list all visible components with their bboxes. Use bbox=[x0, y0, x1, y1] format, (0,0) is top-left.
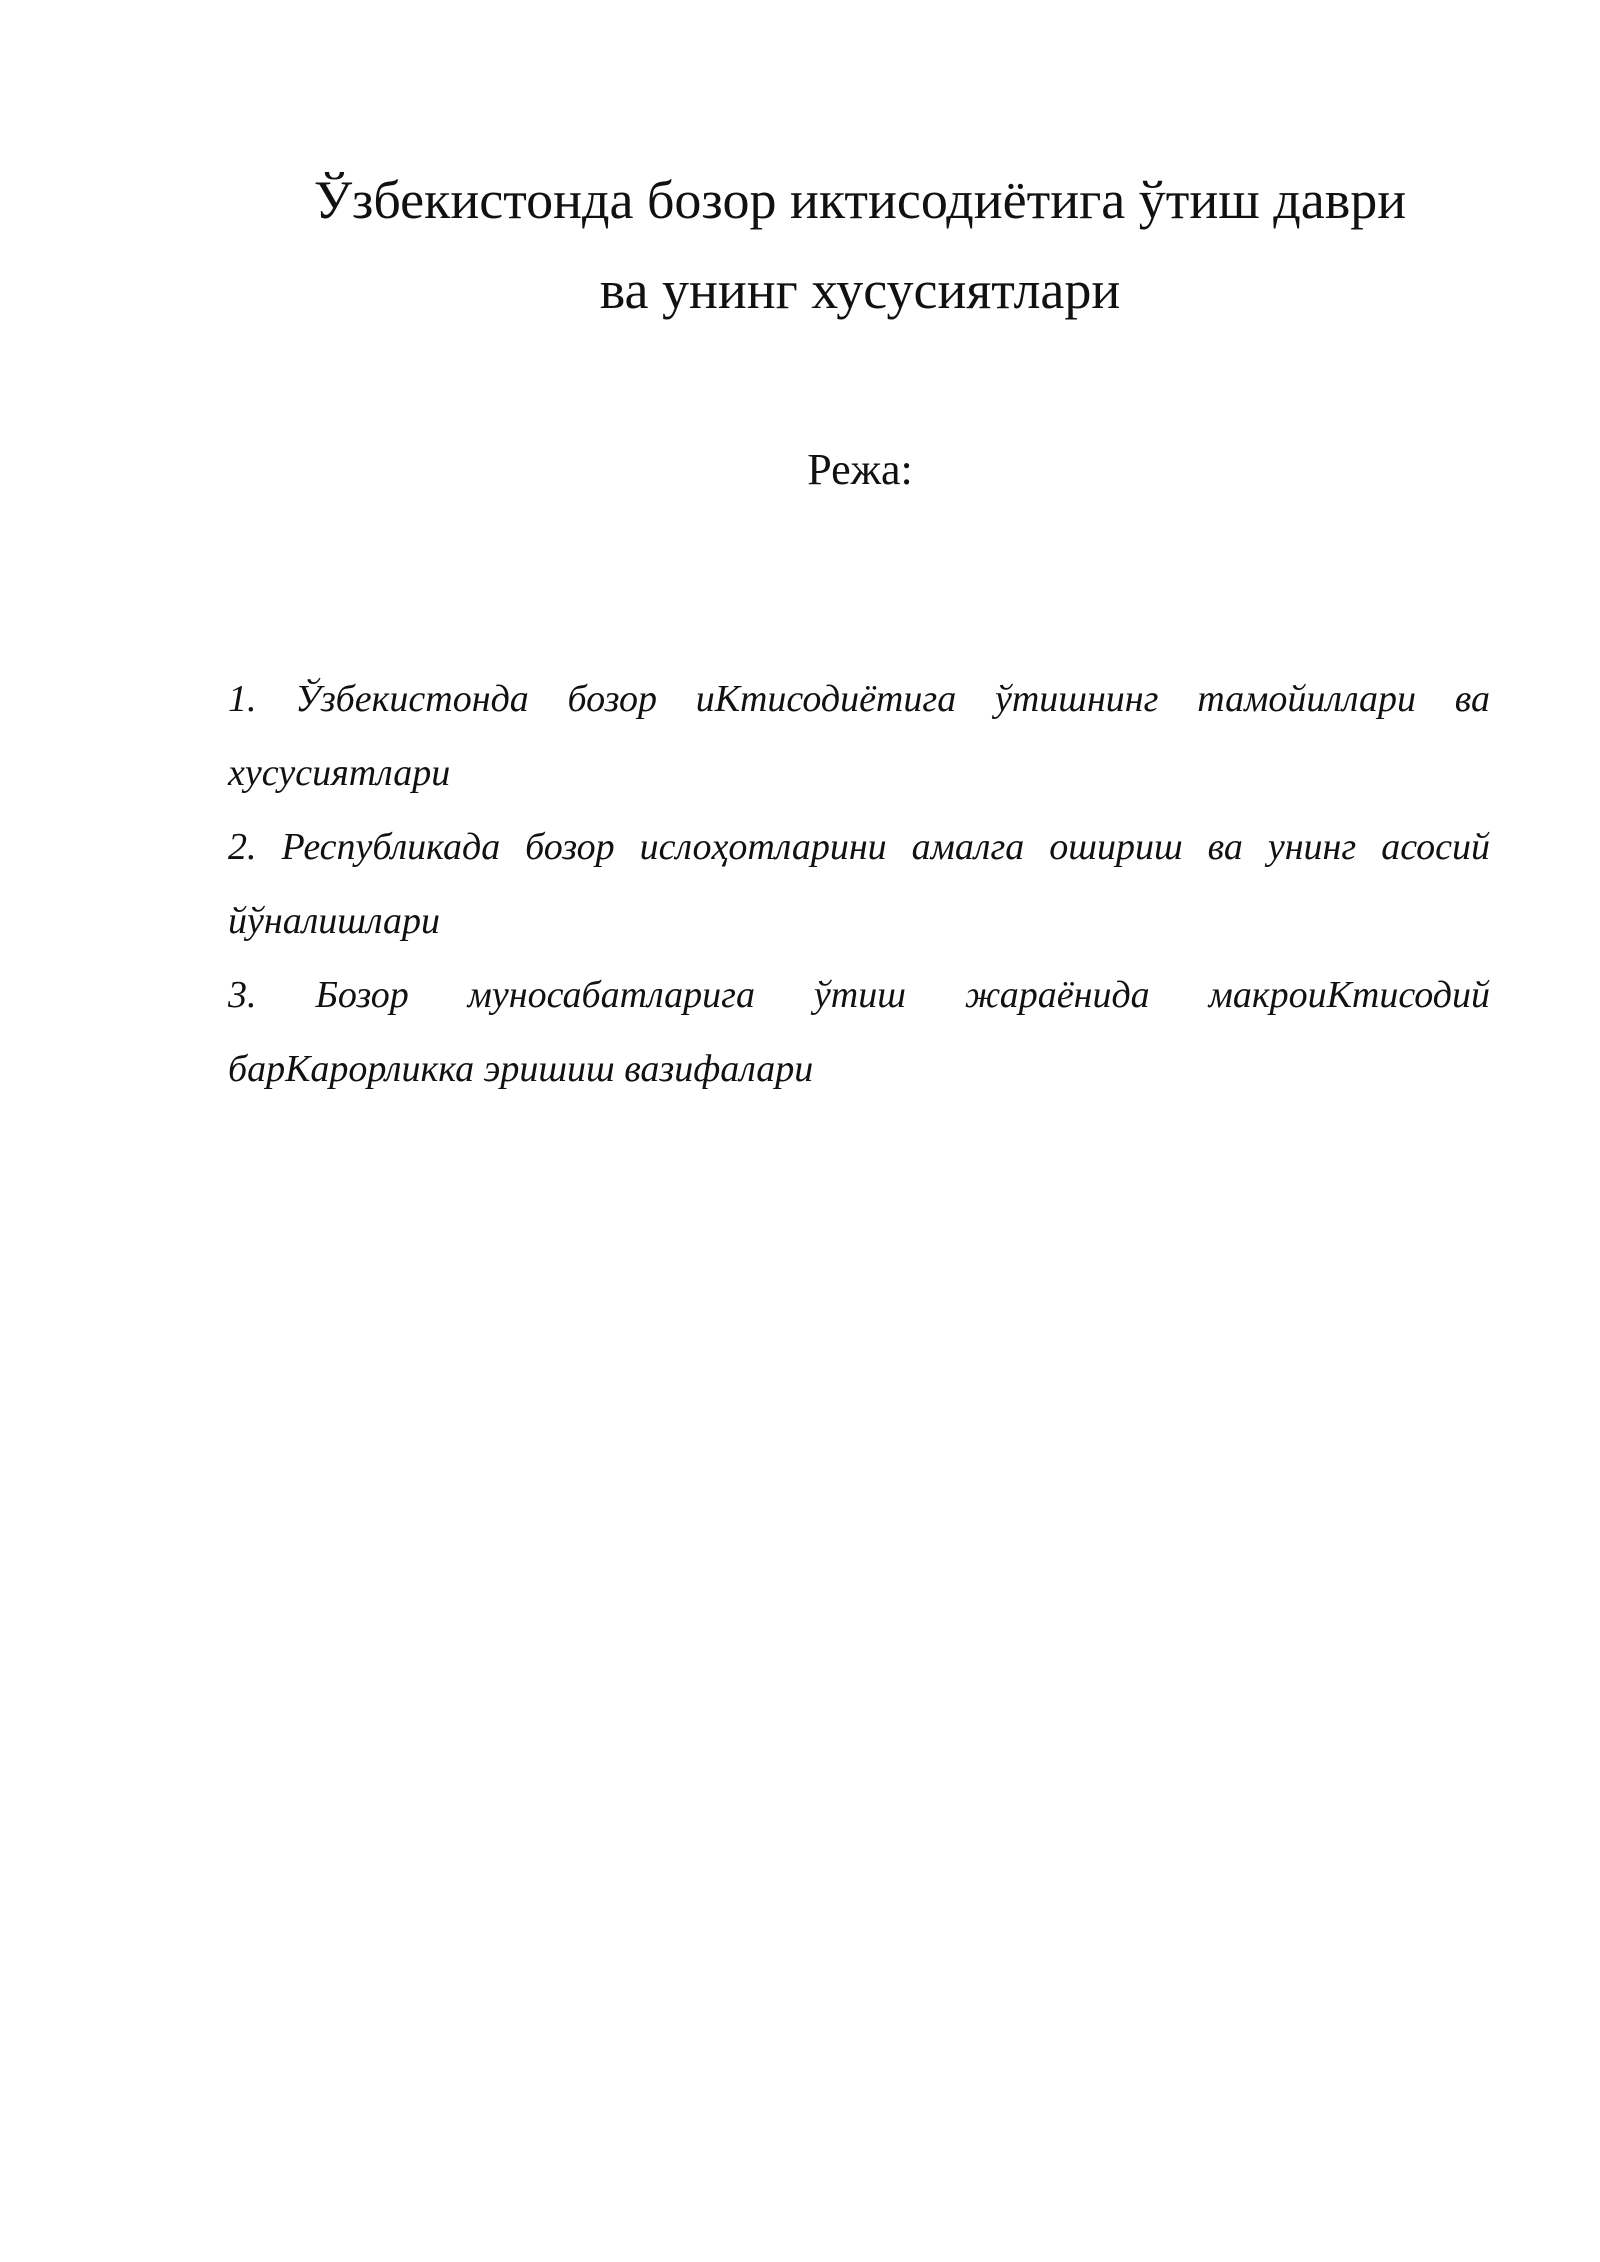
title-line-1: Ўзбекистонда бозор иктисодиётига ўтиш даври bbox=[313, 170, 1407, 230]
plan-item-1: 1. Ўзбекистонда бозор иКтисодиётига ўтишнинг тамойиллари ва хусусиятлари bbox=[228, 678, 1490, 794]
plan-list bbox=[228, 662, 1490, 1106]
title-line-2: ва унинг хусусиятлари bbox=[599, 260, 1121, 320]
plan-item-2: 2. Республикада бозор ислоҳотларини амалга ошириш ва унинг асосий йўналишлари bbox=[228, 826, 1490, 942]
document-title bbox=[160, 155, 1560, 335]
plan-item-3: 3. Бозор муносабатларига ўтиш жараёнида макроиКтисодий барКарорликка эришиш вазифалари bbox=[228, 974, 1490, 1090]
plan-heading: Режа: bbox=[807, 445, 913, 494]
